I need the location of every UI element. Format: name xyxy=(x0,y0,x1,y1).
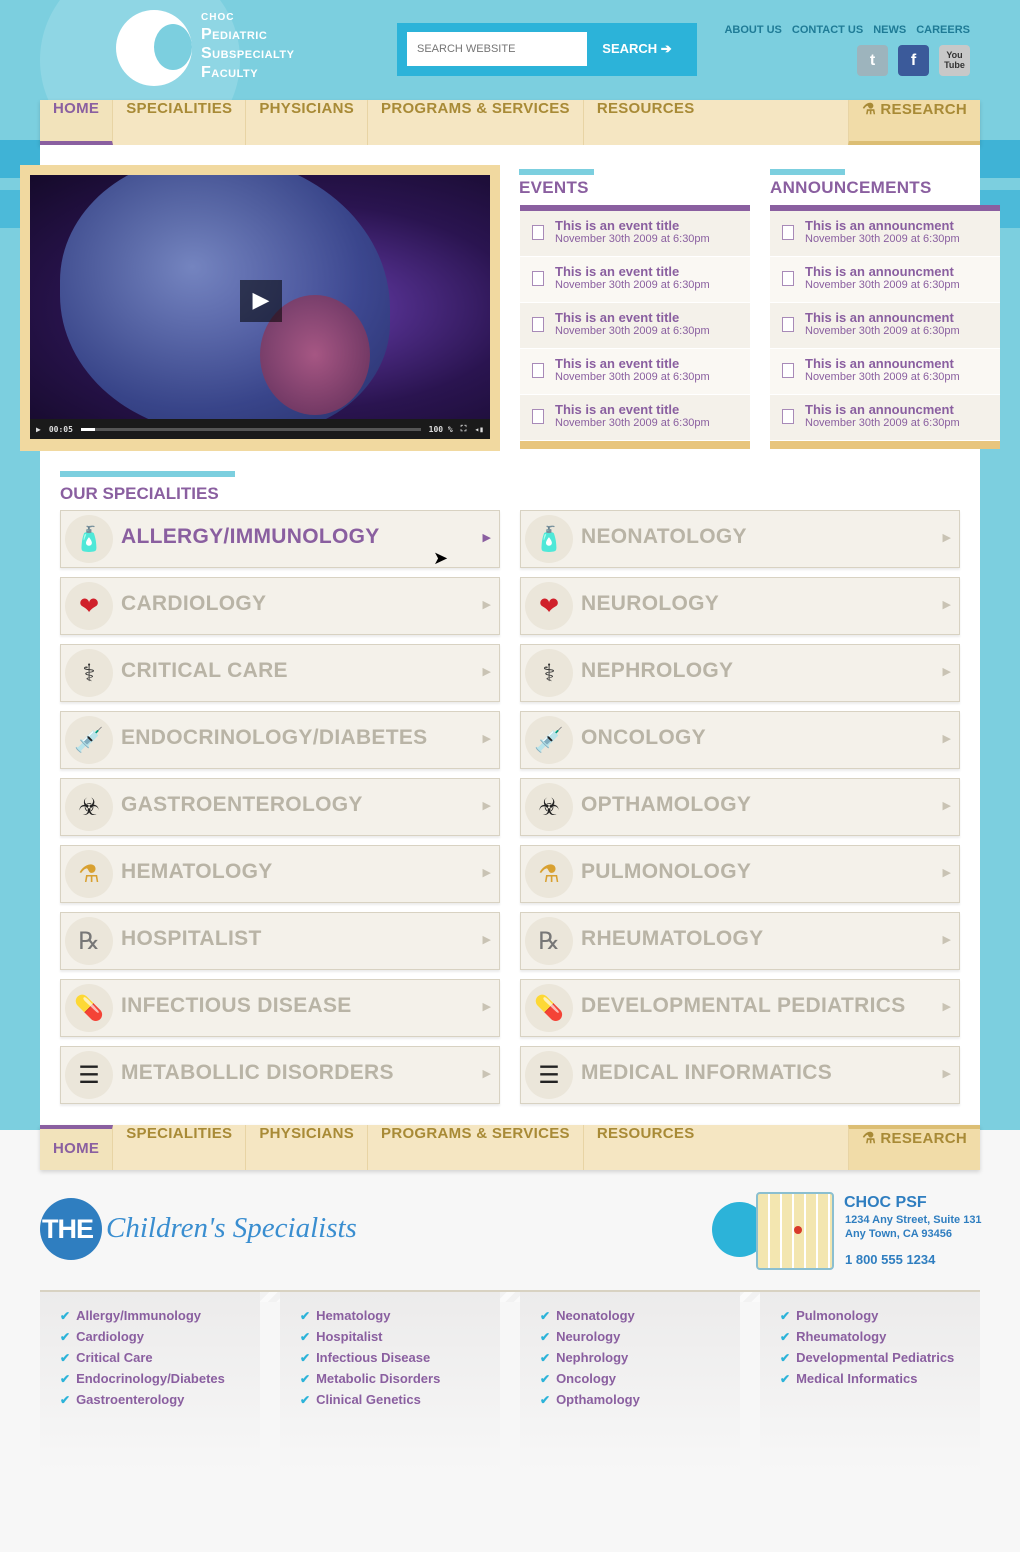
list-item-title: This is an event title xyxy=(555,356,680,371)
list-item[interactable] xyxy=(770,257,1000,303)
youtube-bottom: Tube xyxy=(944,60,965,70)
speciality-button[interactable] xyxy=(520,845,960,903)
speciality-label: RHEUMATOLOGY xyxy=(581,927,764,950)
footer-link-label: Hematology xyxy=(316,1308,391,1323)
list-item[interactable] xyxy=(520,257,750,303)
speciality-button[interactable] xyxy=(520,577,960,635)
list-item[interactable] xyxy=(520,349,750,395)
chevron-right-icon: ▶ xyxy=(482,665,491,678)
footer-link[interactable] xyxy=(300,1371,500,1392)
chevron-right-icon: ▶ xyxy=(482,732,491,745)
test-tube-icon: ⚗ xyxy=(65,850,113,898)
speciality-label: NEPHROLOGY xyxy=(581,659,734,682)
speciality-button[interactable] xyxy=(60,644,500,702)
logo-line-2: Subspecialty xyxy=(201,45,295,62)
footer-nav-home[interactable]: HOME xyxy=(40,1125,113,1170)
search-input[interactable] xyxy=(407,32,587,66)
chevron-right-icon: ▶ xyxy=(942,866,951,879)
checkmark-icon: ✔ xyxy=(60,1351,71,1365)
fullscreen-icon[interactable]: ⛶ xyxy=(460,424,467,433)
checkmark-icon: ✔ xyxy=(300,1309,311,1323)
footer-link-label: Gastroenterology xyxy=(76,1392,185,1407)
list-item-date: November 30th 2009 at 6:30pm xyxy=(555,233,710,245)
footer-link-label: Medical Informatics xyxy=(796,1371,918,1386)
footer-col-1 xyxy=(40,1292,260,1472)
speciality-button[interactable] xyxy=(60,711,500,769)
mouse-cursor-icon: ➤ xyxy=(433,548,449,569)
pill-bottle-icon: 💊 xyxy=(525,984,573,1032)
play-icon[interactable]: ▶ xyxy=(240,280,282,322)
footer-link[interactable] xyxy=(540,1329,740,1350)
list-item-title: This is an announcment xyxy=(805,264,954,279)
footer-link-label: Opthamology xyxy=(556,1392,640,1407)
speciality-button[interactable] xyxy=(60,577,500,635)
footer-col-4 xyxy=(760,1292,980,1472)
brand-text: Children's Specialists xyxy=(106,1212,357,1244)
about-us-link[interactable]: ABOUT US xyxy=(724,24,782,36)
speciality-label: OPTHAMOLOGY xyxy=(581,793,752,816)
footer-link-label: Cardiology xyxy=(76,1329,144,1344)
speciality-button[interactable] xyxy=(60,979,500,1037)
contact-us-link[interactable]: CONTACT US xyxy=(791,24,864,36)
nav-physicians[interactable]: PHYSICIANS xyxy=(246,100,368,145)
bear-logo-icon xyxy=(116,10,192,86)
contact-address-2: Any Town, CA 93456 xyxy=(845,1228,952,1240)
footer-link-label: Developmental Pediatrics xyxy=(796,1350,955,1365)
speciality-button[interactable] xyxy=(60,1046,500,1104)
volume-icon[interactable]: ◂▮ xyxy=(474,424,484,434)
footer-link-label: Neonatology xyxy=(556,1308,635,1323)
syringe-icon: 💉 xyxy=(525,716,573,764)
footer-link-label: Rheumatology xyxy=(796,1329,887,1344)
xray-icon: ☰ xyxy=(65,1051,113,1099)
checkmark-icon: ✔ xyxy=(60,1330,71,1344)
speciality-button[interactable] xyxy=(520,1046,960,1104)
footer-link[interactable] xyxy=(300,1329,500,1350)
speciality-button[interactable] xyxy=(520,778,960,836)
list-item-title: This is an event title xyxy=(555,402,680,417)
footer-link[interactable] xyxy=(780,1308,980,1329)
list-item-date: November 30th 2009 at 6:30pm xyxy=(555,279,710,291)
footer-nav-programs-services[interactable]: PROGRAMS & SERVICES xyxy=(368,1125,584,1170)
footer-link-label: Infectious Disease xyxy=(316,1350,431,1365)
search-box xyxy=(397,23,697,76)
chevron-right-icon: ▶ xyxy=(942,1067,951,1080)
events-list xyxy=(520,205,750,449)
map-pin-icon xyxy=(794,1226,802,1234)
twitter-icon[interactable]: t xyxy=(857,45,888,76)
checkmark-icon: ✔ xyxy=(60,1393,71,1407)
youtube-top: You xyxy=(946,50,963,60)
list-item-title: This is an event title xyxy=(555,264,680,279)
speciality-button[interactable] xyxy=(60,912,500,970)
logo-small-text: CHOC xyxy=(201,12,235,23)
checkmark-icon: ✔ xyxy=(540,1372,551,1386)
list-item[interactable] xyxy=(520,395,750,441)
biohazard-icon: ☣ xyxy=(65,783,113,831)
logo[interactable] xyxy=(116,10,336,90)
biohazard-icon: ☣ xyxy=(525,783,573,831)
list-item-date: November 30th 2009 at 6:30pm xyxy=(805,233,960,245)
footer-nav-resources[interactable]: RESOURCES xyxy=(596,1125,695,1142)
footer-link[interactable] xyxy=(60,1371,260,1392)
checkmark-icon: ✔ xyxy=(540,1309,551,1323)
stethoscope-icon: ⚕ xyxy=(525,649,573,697)
events-heading: EVENTS xyxy=(519,178,589,197)
speciality-label: GASTROENTEROLOGY xyxy=(121,793,363,816)
speciality-label: ENDOCRINOLOGY/DIABETES xyxy=(121,726,428,749)
pill-bottle-icon: 💊 xyxy=(65,984,113,1032)
top-links xyxy=(724,24,970,36)
play-small-icon[interactable]: ▶ xyxy=(36,424,41,434)
heart-icon: ❤ xyxy=(65,582,113,630)
chevron-right-icon: ▶ xyxy=(942,799,951,812)
checkmark-icon: ✔ xyxy=(60,1309,71,1323)
document-icon xyxy=(782,363,794,378)
chevron-right-icon: ▶ xyxy=(482,866,491,879)
speciality-label: HEMATOLOGY xyxy=(121,860,273,883)
document-icon xyxy=(532,317,544,332)
speciality-label: METABOLLIC DISORDERS xyxy=(121,1061,394,1084)
speciality-label: CARDIOLOGY xyxy=(121,592,267,615)
footer-link-label: Pulmonology xyxy=(796,1308,879,1323)
list-item-date: November 30th 2009 at 6:30pm xyxy=(555,417,710,429)
document-icon xyxy=(782,271,794,286)
chevron-right-icon: ▶ xyxy=(482,933,491,946)
announcements-list xyxy=(770,205,1000,449)
main-nav xyxy=(40,100,980,145)
footer-col-3 xyxy=(520,1292,740,1472)
list-item-title: This is an announcment xyxy=(805,310,954,325)
chevron-right-icon: ▶ xyxy=(482,1067,491,1080)
footer-link[interactable] xyxy=(780,1329,980,1350)
nav-specialities[interactable]: SPECIALITIES xyxy=(113,100,246,145)
checkmark-icon: ✔ xyxy=(300,1393,311,1407)
speciality-button[interactable] xyxy=(520,711,960,769)
heart-icon: ❤ xyxy=(525,582,573,630)
document-icon xyxy=(532,225,544,240)
footer-link[interactable] xyxy=(540,1308,740,1329)
list-item-title: This is an event title xyxy=(555,310,680,325)
vial-icon: 🧴 xyxy=(65,515,113,563)
list-item[interactable] xyxy=(770,349,1000,395)
list-item-date: November 30th 2009 at 6:30pm xyxy=(805,371,960,383)
chevron-right-icon: ▶ xyxy=(482,598,491,611)
footer-link[interactable] xyxy=(300,1350,500,1371)
facebook-icon[interactable]: f xyxy=(898,45,929,76)
contact-title: CHOC PSF xyxy=(844,1194,927,1211)
footer-nav xyxy=(40,1125,980,1170)
search-button[interactable]: SEARCH ➔ xyxy=(587,32,687,66)
list-item-title: This is an announcment xyxy=(805,356,954,371)
document-icon xyxy=(532,409,544,424)
checkmark-icon: ✔ xyxy=(540,1330,551,1344)
xray-icon: ☰ xyxy=(525,1051,573,1099)
list-item-date: November 30th 2009 at 6:30pm xyxy=(555,325,710,337)
checkmark-icon: ✔ xyxy=(780,1351,791,1365)
document-icon xyxy=(532,363,544,378)
video-time: 00:05 xyxy=(48,424,73,434)
checkmark-icon: ✔ xyxy=(300,1372,311,1386)
document-icon xyxy=(782,225,794,240)
checkmark-icon: ✔ xyxy=(300,1330,311,1344)
checkmark-icon: ✔ xyxy=(780,1372,791,1386)
video-controls xyxy=(30,419,490,439)
chevron-right-icon: ▶ xyxy=(942,598,951,611)
speciality-label: PULMONOLOGY xyxy=(581,860,752,883)
list-item[interactable] xyxy=(520,303,750,349)
speciality-button[interactable] xyxy=(60,778,500,836)
careers-link[interactable]: CAREERS xyxy=(916,24,970,36)
speciality-label: ALLERGY/IMMUNOLOGY xyxy=(121,525,380,548)
footer-link[interactable] xyxy=(540,1371,740,1392)
speciality-button[interactable] xyxy=(60,845,500,903)
footer-link-label: Metabolic Disorders xyxy=(316,1371,441,1386)
footer-col-2 xyxy=(280,1292,500,1472)
logo-line-3: Faculty xyxy=(201,64,259,81)
footer-links xyxy=(40,1290,980,1490)
document-icon xyxy=(782,409,794,424)
speciality-button[interactable] xyxy=(520,644,960,702)
document-icon xyxy=(782,317,794,332)
footer-link-label: Hospitalist xyxy=(316,1329,383,1344)
speciality-label: INFECTIOUS DISEASE xyxy=(121,994,352,1017)
list-item[interactable] xyxy=(770,395,1000,441)
nav-programs-services[interactable]: PROGRAMS & SERVICES xyxy=(368,100,584,145)
checkmark-icon: ✔ xyxy=(540,1351,551,1365)
logo-line-1: Pediatric xyxy=(201,26,268,43)
list-item-date: November 30th 2009 at 6:30pm xyxy=(805,417,960,429)
specialities-heading: OUR SPECIALITIES xyxy=(60,484,219,503)
chevron-right-icon: ▶ xyxy=(942,732,951,745)
youtube-icon[interactable] xyxy=(939,45,970,76)
checkmark-icon: ✔ xyxy=(780,1330,791,1344)
list-item-date: November 30th 2009 at 6:30pm xyxy=(555,371,710,383)
speciality-button[interactable] xyxy=(520,979,960,1037)
video-volume: 100 % xyxy=(428,424,453,434)
document-icon xyxy=(532,271,544,286)
footer-link[interactable] xyxy=(60,1329,260,1350)
video-screen[interactable] xyxy=(30,175,490,439)
prescription-icon: ℞ xyxy=(65,917,113,965)
childrens-specialists-brand[interactable] xyxy=(40,1198,400,1262)
speciality-label: NEONATOLOGY xyxy=(581,525,747,548)
checkmark-icon: ✔ xyxy=(300,1351,311,1365)
chevron-right-icon: ▶ xyxy=(482,799,491,812)
footer-link-label: Critical Care xyxy=(76,1350,153,1365)
contact-phone[interactable]: 1 800 555 1234 xyxy=(845,1252,936,1267)
chevron-right-icon: ▶ xyxy=(942,1000,951,1013)
footer-link[interactable] xyxy=(540,1392,740,1413)
footer-link-label: Allergy/Immunology xyxy=(76,1308,202,1323)
chevron-right-icon: ▶ xyxy=(942,665,951,678)
nav-research[interactable]: ⚗ RESEARCH xyxy=(848,100,980,145)
list-item-title: This is an announcment xyxy=(805,218,954,233)
list-item[interactable] xyxy=(770,211,1000,257)
speciality-label: ONCOLOGY xyxy=(581,726,706,749)
video-player xyxy=(20,165,500,451)
footer-nav-physicians[interactable]: PHYSICIANS xyxy=(246,1125,368,1170)
brand-the: THE xyxy=(40,1198,102,1260)
social-links xyxy=(857,45,970,76)
list-item[interactable] xyxy=(520,211,750,257)
list-item[interactable] xyxy=(770,303,1000,349)
footer-link[interactable] xyxy=(60,1350,260,1371)
speciality-label: DEVELOPMENTAL PEDIATRICS xyxy=(581,994,906,1017)
footer-nav-research[interactable]: ⚗ RESEARCH xyxy=(848,1125,980,1170)
footer-link[interactable] xyxy=(780,1371,980,1392)
checkmark-icon: ✔ xyxy=(540,1393,551,1407)
chevron-right-icon: ▶ xyxy=(482,531,491,544)
video-progress[interactable] xyxy=(81,428,421,431)
prescription-icon: ℞ xyxy=(525,917,573,965)
footer-link-label: Neurology xyxy=(556,1329,621,1344)
footer-link[interactable] xyxy=(60,1392,260,1413)
checkmark-icon: ✔ xyxy=(780,1309,791,1323)
list-item-date: November 30th 2009 at 6:30pm xyxy=(805,279,960,291)
chevron-right-icon: ▶ xyxy=(942,933,951,946)
map-thumbnail[interactable] xyxy=(756,1192,834,1270)
speciality-label: MEDICAL INFORMATICS xyxy=(581,1061,833,1084)
list-item-title: This is an event title xyxy=(555,218,680,233)
test-tube-icon: ⚗ xyxy=(525,850,573,898)
chevron-right-icon: ▶ xyxy=(482,1000,491,1013)
speciality-button[interactable] xyxy=(520,912,960,970)
news-link[interactable]: NEWS xyxy=(873,24,907,36)
checkmark-icon: ✔ xyxy=(60,1372,71,1386)
footer-link[interactable] xyxy=(60,1308,260,1329)
footer-link-label: Endocrinology/Diabetes xyxy=(76,1371,225,1386)
speciality-label: HOSPITALIST xyxy=(121,927,262,950)
vial-icon: 🧴 xyxy=(525,515,573,563)
speciality-label: CRITICAL CARE xyxy=(121,659,288,682)
contact-block xyxy=(712,1190,992,1280)
nav-home[interactable]: HOME xyxy=(40,100,113,145)
nav-resources[interactable]: RESOURCES xyxy=(596,100,695,117)
list-item-title: This is an announcment xyxy=(805,402,954,417)
announcements-heading: ANNOUNCEMENTS xyxy=(770,178,932,197)
footer-link-label: Oncology xyxy=(556,1371,617,1386)
footer-link[interactable] xyxy=(300,1308,500,1329)
footer-link[interactable] xyxy=(780,1350,980,1371)
contact-address-1: 1234 Any Street, Suite 131 xyxy=(845,1214,982,1226)
chevron-right-icon: ▶ xyxy=(942,531,951,544)
footer-link-label: Nephrology xyxy=(556,1350,629,1365)
syringe-icon: 💉 xyxy=(65,716,113,764)
speciality-label: NEUROLOGY xyxy=(581,592,720,615)
footer-link[interactable] xyxy=(300,1392,500,1413)
footer-link-label: Clinical Genetics xyxy=(316,1392,421,1407)
list-item-date: November 30th 2009 at 6:30pm xyxy=(805,325,960,337)
footer-link[interactable] xyxy=(540,1350,740,1371)
footer-nav-specialities[interactable]: SPECIALITIES xyxy=(113,1125,246,1170)
speciality-button[interactable] xyxy=(520,510,960,568)
stethoscope-icon: ⚕ xyxy=(65,649,113,697)
